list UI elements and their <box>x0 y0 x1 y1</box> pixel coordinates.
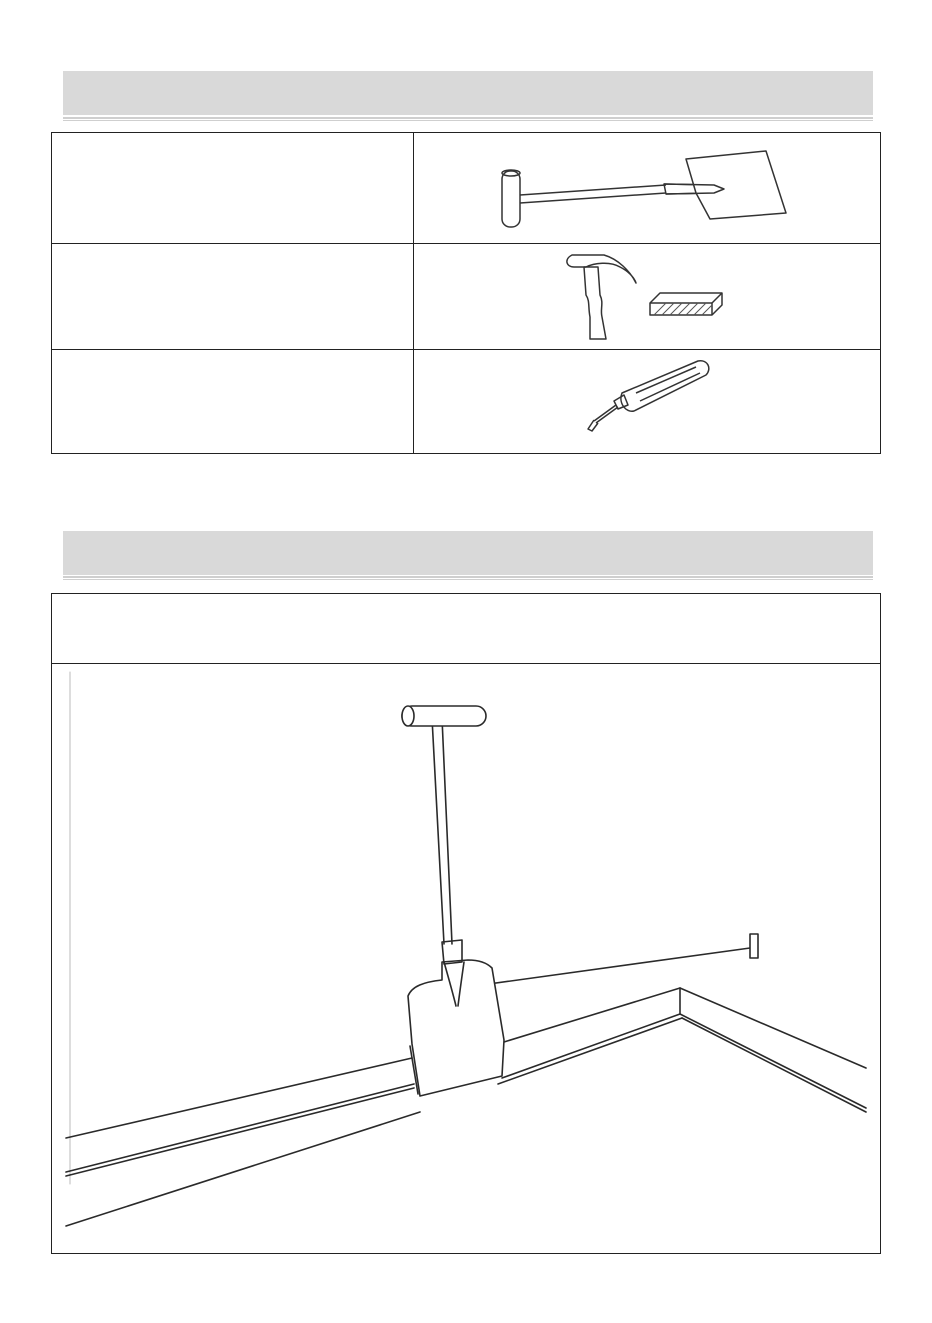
tools-table <box>51 132 881 454</box>
spade-icon <box>414 133 880 243</box>
table-row <box>52 133 880 243</box>
screwdriver-icon <box>414 349 880 453</box>
tool-label <box>52 349 414 453</box>
installation-caption <box>52 594 880 664</box>
table-row <box>52 349 880 453</box>
tool-label <box>52 133 414 243</box>
section-header-tools <box>63 71 873 115</box>
section-divider <box>63 576 873 580</box>
hammer-and-wood-block-icon <box>414 243 880 349</box>
spade-cutting-trench-illustration <box>52 664 880 1257</box>
table-row <box>52 243 880 349</box>
installation-box <box>51 593 881 1254</box>
tool-label <box>52 243 414 349</box>
section-divider <box>63 117 873 121</box>
section-header-installation <box>63 531 873 575</box>
